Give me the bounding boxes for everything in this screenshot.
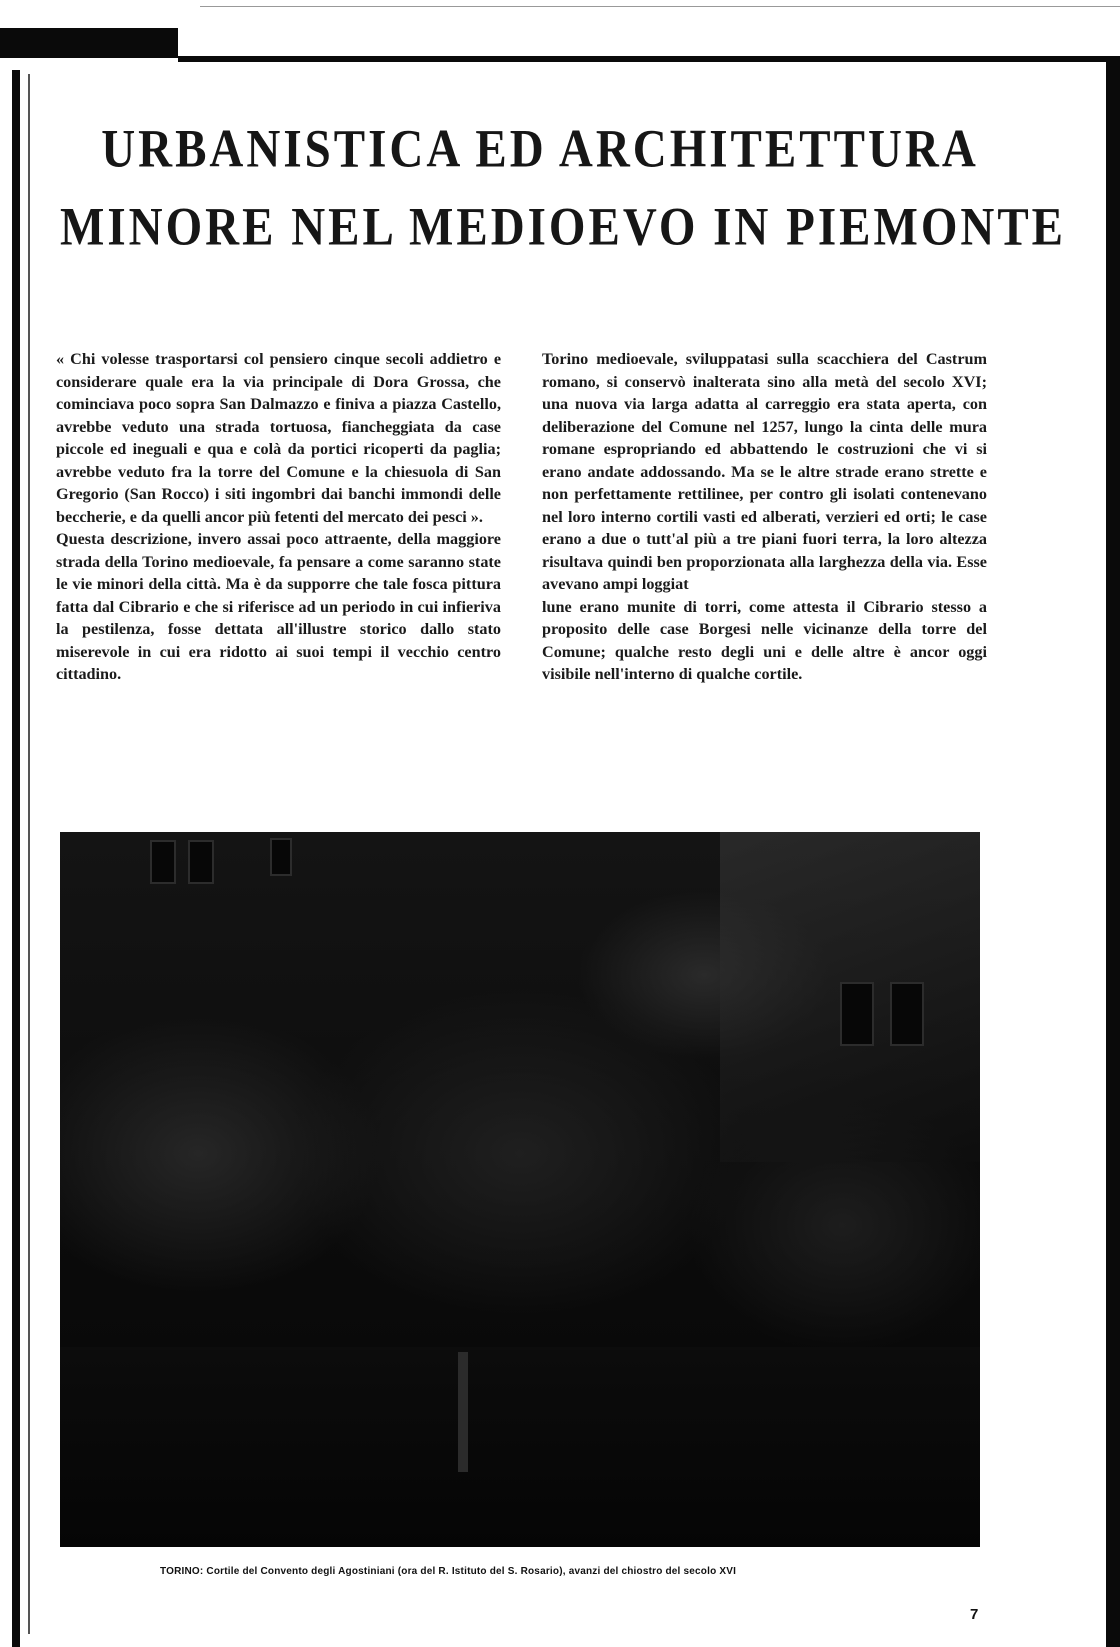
- text-column-right: [542, 348, 987, 686]
- paragraph: « Chi volesse trasportarsi col pensiero cinque secoli addietro e considerare quale era la via principale di Dora Grossa, che cominciava poco sopra San Dalmazzo e finiva a piazza Castello, avrebbe veduto una strada tortuosa, fiancheggiata da case piccole ed ineguali e qua e colà da portici ricoperti da paglia; avrebbe veduto fra la torre del Comune e la chiesuola di San Gregorio (San Rocco) i siti ingombri dai banchi immondi delle beccherie, e da quelli ancor più fetenti del mercato dei pesci ».: [56, 350, 501, 526]
- photo-tree-trunk: [458, 1352, 468, 1472]
- title-line-2: MINORE NEL MEDIOEVO IN PIEMONTE: [60, 197, 1067, 258]
- photo-window: [840, 982, 874, 1046]
- scan-left-edge: [12, 70, 20, 1647]
- scan-right-edge: [1106, 58, 1120, 1647]
- page-number: 7: [970, 1606, 979, 1623]
- photo-window: [270, 838, 292, 876]
- photo-caption: TORINO: Cortile del Convento degli Agostiniani (ora del R. Istituto del S. Rosario), avanzi del chiostro del secolo XVI: [160, 1566, 737, 1577]
- article-title: [60, 110, 1067, 266]
- paragraph: lune erano munite di torri, come attesta il Cibrario stesso a proposito delle case Borgesi nelle vicinanze della torre del Comune; qualche resto degli uni e delle altre è ancor oggi visibile nell'interno di qualche cortile.: [542, 597, 987, 683]
- photo-window: [188, 840, 214, 884]
- paragraph: Questa descrizione, invero assai poco attraente, della maggiore strada della Torino medioevale, fa pensare a come saranno state le vie minori della città. Ma è da supporre che tale fosca pittura fatta dal Cibrario e che si riferisce ad un periodo in cui infieriva la pestilenza, fosse dettata all'illustre storico dallo stato miserevole in cui era ridotto ai suoi tempi il vecchio centro cittadino.: [56, 530, 501, 683]
- courtyard-photo: [60, 832, 980, 1547]
- photo-ground: [60, 1347, 980, 1547]
- scan-hairline: [200, 6, 1120, 7]
- photo-window: [150, 840, 176, 884]
- scan-left-line: [28, 74, 30, 1634]
- photo-window: [890, 982, 924, 1046]
- scan-black-tab: [0, 28, 178, 58]
- title-line-1: URBANISTICA ED ARCHITETTURA: [101, 119, 979, 179]
- text-column-left: [56, 348, 501, 686]
- magazine-page: [40, 62, 1080, 1647]
- paragraph: Torino medioevale, sviluppatasi sulla scacchiera del Castrum romano, si conservò inalterata sino alla metà del secolo XVI; una nuova via larga adatta al carreggio era stata aperta, con deliberazione del Comune nel 1257, lungo la cinta delle mura romane espropriando ed abbattendo le costruzioni che vi si erano andate addossando. Ma se le altre strade erano strette e non perfettamente rettilinee, per contro gli isolati contenevano nel loro interno cortili vasti ed alberati, verzieri ed orti; le case erano a due o tutt'al più a tre piani fuori terra, la loro altezza risultava quindi ben proporzionata alla larghezza della via. Esse avevano ampi loggiat: [542, 350, 987, 593]
